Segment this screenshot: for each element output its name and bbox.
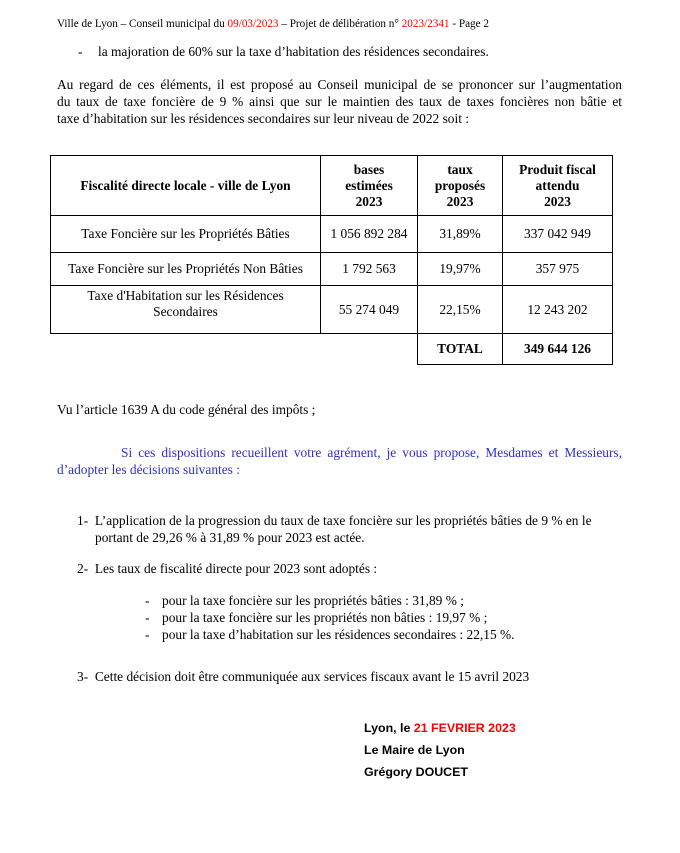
signature-city: Lyon, le xyxy=(364,721,414,735)
header-text: attendu xyxy=(535,177,580,193)
bullet-dash: - xyxy=(78,44,83,59)
row-produit: 12 243 202 xyxy=(503,286,613,334)
decision-1-line-1: L’application de la progression du taux de taxe foncière sur les propriétés bâties de 9 % en le xyxy=(94,513,592,528)
decision-2-text: Les taux de fiscalité directe pour 2023 sont adoptés : xyxy=(94,561,378,576)
rate-item xyxy=(145,609,487,626)
header-cell-taux xyxy=(418,156,503,216)
header-cell-bases xyxy=(321,156,418,216)
decision-2 xyxy=(77,560,377,577)
intro-paragraph xyxy=(57,76,622,127)
header-text: proposés xyxy=(434,177,486,193)
row-produit: 337 042 949 xyxy=(503,216,613,253)
rate-item-dash: - xyxy=(145,627,150,642)
row-label-line-1: Taxe d'Habitation sur les Résidences xyxy=(87,288,284,303)
total-value: 349 644 126 xyxy=(503,334,613,365)
header-date: 09/03/2023 xyxy=(227,18,279,30)
bullet-majoration xyxy=(78,43,489,60)
header-text: 2023 xyxy=(544,193,571,209)
header-text: bases xyxy=(353,161,385,177)
header-prefix: Ville de Lyon – Conseil municipal du xyxy=(57,18,228,30)
row-label: Taxe Foncière sur les Propriétés Bâties xyxy=(51,216,321,253)
row-label xyxy=(51,286,321,334)
decision-1-number: 1- xyxy=(77,513,89,528)
row-label: Taxe Foncière sur les Propriétés Non Bâties xyxy=(51,253,321,286)
row-taux: 22,15% xyxy=(418,286,503,334)
rate-item-text: pour la taxe d’habitation sur les résidences secondaires : 22,15 %. xyxy=(162,627,515,642)
decision-2-number: 2- xyxy=(77,561,89,576)
decision-1-line-2: portant de 29,26 % à 31,89 % pour 2023 est actée. xyxy=(95,530,365,545)
header-project-number: 2023/2341 xyxy=(401,18,450,30)
header-text: estimées xyxy=(345,177,393,193)
blank-cell xyxy=(321,334,418,365)
header-text: 2023 xyxy=(355,193,383,209)
rate-item xyxy=(145,592,464,609)
row-taux: 19,97% xyxy=(418,253,503,286)
header-suffix: - Page 2 xyxy=(449,18,489,30)
header-text: 2023 xyxy=(446,193,474,209)
total-label: TOTAL xyxy=(418,334,503,365)
rate-item-dash: - xyxy=(145,610,150,625)
proposal-paragraph xyxy=(57,444,622,478)
table-row xyxy=(51,286,613,334)
header-text: taux xyxy=(447,161,473,177)
row-label-line-2: Secondaires xyxy=(153,304,218,319)
page-header xyxy=(57,16,489,33)
intro-line-2: du taux de taxe foncière de 9 % ainsi que sur le maintien des taux de taxes foncières non bâtie et xyxy=(57,94,622,109)
intro-line-1: Au regard de ces éléments, il est proposé au Conseil municipal de se prononcer sur l’augmentation xyxy=(57,77,622,92)
rate-item xyxy=(145,626,515,643)
intro-line-3: taxe d’habitation sur les résidences secondaires sur leur niveau de 2022 soit : xyxy=(57,111,470,126)
table-header-row xyxy=(51,156,613,216)
decision-1 xyxy=(77,512,592,529)
header-middle: – Projet de délibération n° xyxy=(278,18,402,30)
bullet-text: la majoration de 60% sur la taxe d’habitation des résidences secondaires. xyxy=(98,44,489,59)
decision-3-number: 3- xyxy=(77,669,89,684)
rate-item-text: pour la taxe foncière sur les propriétés non bâties : 19,97 % ; xyxy=(162,610,488,625)
vu-article: Vu l’article 1639 A du code général des impôts ; xyxy=(57,402,316,417)
decision-3-text: Cette décision doit être communiquée aux services fiscaux avant le 15 avril 2023 xyxy=(94,669,530,684)
proposal-line-2: d’adopter les décisions suivantes : xyxy=(57,462,240,477)
header-text: Produit fiscal xyxy=(519,161,596,177)
signature-title: Le Maire de Lyon xyxy=(364,743,465,757)
signature-place-date xyxy=(364,720,516,737)
row-bases: 55 274 049 xyxy=(321,286,418,334)
signature-name: Grégory DOUCET xyxy=(364,765,468,779)
header-cell-produit xyxy=(503,156,613,216)
blank-cell xyxy=(51,334,321,365)
table-row xyxy=(51,216,613,253)
signature-date: 21 FEVRIER 2023 xyxy=(413,721,516,735)
header-cell-fiscalite xyxy=(51,156,321,216)
rate-item-dash: - xyxy=(145,593,150,608)
fiscal-table xyxy=(50,155,613,365)
row-bases: 1 056 892 284 xyxy=(321,216,418,253)
table-row xyxy=(51,253,613,286)
row-produit: 357 975 xyxy=(503,253,613,286)
decision-3 xyxy=(77,668,529,685)
rate-item-text: pour la taxe foncière sur les propriétés bâties : 31,89 % ; xyxy=(162,593,464,608)
header-label: Fiscalité directe locale - ville de Lyon xyxy=(80,177,291,193)
proposal-line-1: Si ces dispositions recueillent votre agrément, je vous propose, Mesdames et Messieurs, xyxy=(121,445,622,460)
table-total-row xyxy=(51,334,613,365)
row-bases: 1 792 563 xyxy=(321,253,418,286)
row-taux: 31,89% xyxy=(418,216,503,253)
